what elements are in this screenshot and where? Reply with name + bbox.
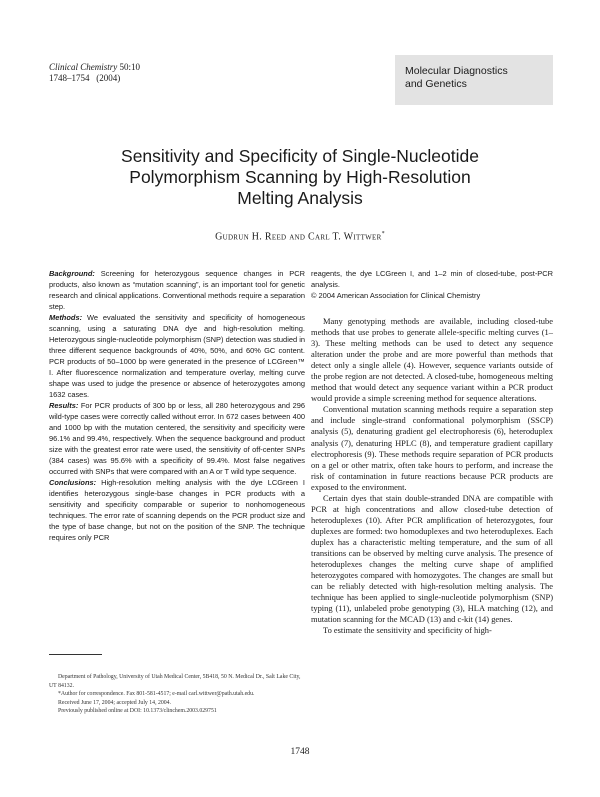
body-paragraph-4: To estimate the sensitivity and specificity of high- [323,625,492,636]
abstract-results [49,400,305,477]
section-label-line1: Molecular Diagnostics [405,65,508,77]
results-label: Results: [49,401,79,410]
abstract-methods [49,312,305,400]
body-paragraph-1: Many genotyping methods are available, including closed-tube methods that use probes to generate allele-specific melting curves (1–3). These melting methods can be used to detect any sequence alteration under the probe and are more powerful than methods that detect only a single allele (4). However, sequence variants outside of the probe region are not detected. A closed-tube, homogeneous melting method that would detect any sequence variant within a PCR product would provide a simple screening method for sequence alterations. [311,316,553,404]
methods-label: Methods: [49,313,83,322]
background-label: Background: [49,269,95,278]
abstract-conclusions [49,477,305,543]
pages-year: 1748–1754 (2004) [49,73,121,83]
title-line3: Melting Analysis [237,188,363,208]
body-paragraph-2: Conventional mutation scanning methods require a separation step and include single-strand conformational polymorphism (SSCP) analysis (5), denaturing gradient gel electrophoresis (6), heteroduplex analysis (7), denaturing HPLC (8), and temperature gradient capillary electrophoresis (9). These methods require separation of PCR products on a gel or other matrix, often take hours to perform, and increase the risk of contamination in future reactions because PCR products are exposed to the environment. [311,404,553,492]
title-line2: Polymorphism Scanning by High-Resolution [129,167,471,187]
body-text [311,316,553,636]
abstract-continuation-text: reagents, the dye LCGreen I, and 1–2 min of closed-tube, post-PCR analysis. [311,269,553,289]
abstract-continuation [311,268,553,301]
article-title [60,146,540,209]
title-line1: Sensitivity and Specificity of Single-Nucleotide [121,146,479,166]
footnote-correspondence: *Author for correspondence. Fax 801-581-4517; e-mail carl.wittwer@path.utah.edu. [58,691,255,698]
methods-text: We evaluated the sensitivity and specificity of homogeneous scanning, using a saturating DNA dye and high-resolution melting. Heterozygous single-nucleotide polymorphism (SNP) detection was studied in three different sequence backgrounds of 40%, 50%, and 60% GC content. PCR products of 50–1000 bp were generated in the presence of LCGreen™ I. After fluorescence normalization and temperature overlay, melting curve shape was used to judge the presence or absence of heterozygotes among 1632 cases. [49,313,305,399]
volume-issue: 50:10 [119,62,141,72]
background-text: Screening for heterozygous sequence changes in PCR products, also known as “mutation scanning”, is an important tool for genetic research and clinical applications. Conventional methods require a separation step. [49,269,305,311]
abstract [49,268,305,543]
conclusions-label: Conclusions: [49,478,97,487]
footnote-received: Received June 17, 2004; accepted July 14, 2004. [58,699,172,706]
authors-text: Gudrun H. Reed and Carl T. Wittwer [215,231,382,243]
results-text: For PCR products of 300 bp or less, all 280 heterozygous and 296 wild-type cases were correctly called without error. In 672 cases between 400 and 1000 bp with the mutation centered, the sensitivity and specificity were 96.1% and 99.4%, respectively. When the sequence background and product size with the greatest error rate were used, the sensitivity of off-center SNPs (384 cases) was 95.6% with a specificity of 99.4%. Most false negatives occurred with SNPs that were compared with an A or T wild type sequence. [49,401,305,476]
conclusions-text: High-resolution melting analysis with the dye LCGreen I identifies heterozygous single-base changes in PCR products with a sensitivity and specificity comparable or superior to nonhomogeneous techniques. The error rate of scanning depends on the PCR product size and the type of base change, but not on the position of the SNP. The technique requires only PCR [49,478,305,542]
section-label-box [395,55,553,105]
footnote-published: Previously published online at DOI: 10.1373/clinchem.2003.029751 [58,708,217,715]
copyright-line: © 2004 American Association for Clinical Chemistry [311,291,481,300]
section-label-line2: and Genetics [405,78,467,90]
body-paragraph-3: Certain dyes that stain double-stranded DNA are compatible with PCR at high concentrations and allow closed-tube detection of heteroduplexes (10). After PCR amplification of heterozygotes, four duplexes are formed: two homoduplexes and two heteroduplexes. Each duplex has a characteristic melting temperature, and the sum of all transitions can be observed by melting curve analysis. The presence of heteroduplexes changes the melting curve shape of amplified heterozygotes compared with homozygotes. The changes are small but can be reliably detected with high-resolution melting analysis. The technique has been applied to single-nucleotide polymorphism (SNP) typing (11), unlabeled probe genotyping (3), HLA matching (12), and mutation scanning for the MCAD (13) and c-kit (14) genes. [311,492,553,625]
page-number: 1748 [290,747,310,757]
footnote-divider [49,654,102,655]
footnotes [49,673,305,716]
journal-name: Clinical Chemistry [49,62,118,72]
footnote-affiliation: Department of Pathology, University of Utah Medical Center, 5B418, 50 N. Medical Dr., Salt Lake City, UT 84132. [49,674,301,689]
author-list [60,231,540,242]
abstract-background [49,268,305,312]
journal-citation [49,62,140,84]
author-mark: * [381,231,385,237]
